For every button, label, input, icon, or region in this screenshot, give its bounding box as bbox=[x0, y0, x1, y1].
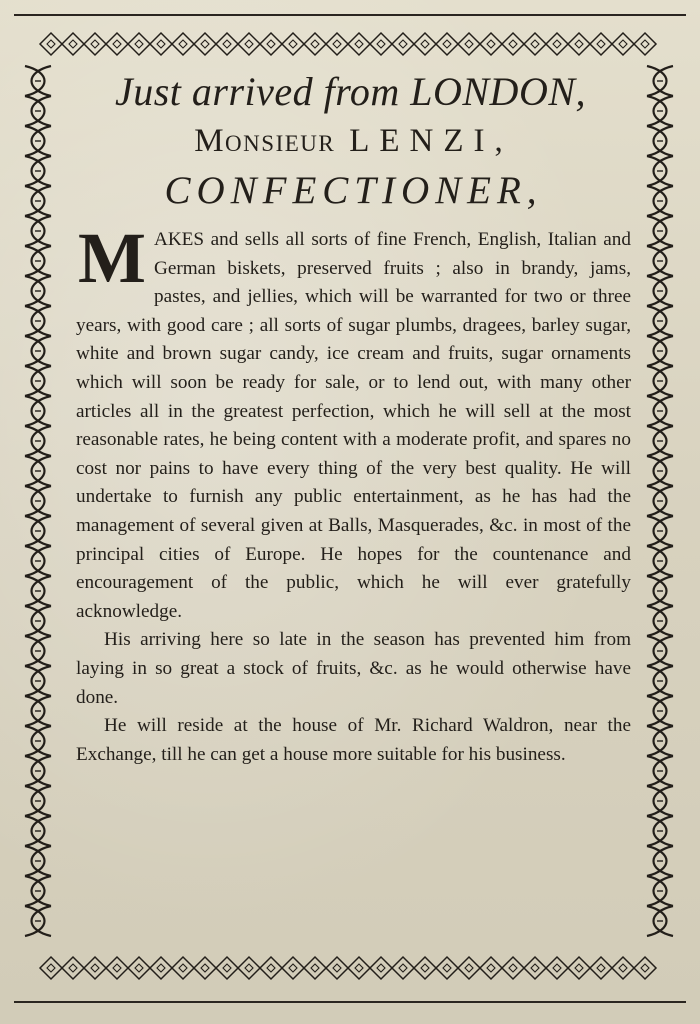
border-ornament-piece bbox=[647, 336, 667, 366]
border-ornament-piece bbox=[32, 126, 52, 156]
border-ornament-piece bbox=[25, 576, 45, 606]
border-ornament-piece bbox=[25, 366, 45, 396]
border-ornament-piece bbox=[553, 964, 561, 972]
border-ornament-piece bbox=[612, 957, 634, 979]
border-ornament-piece bbox=[647, 786, 667, 816]
border-ornament-piece bbox=[113, 964, 121, 972]
border-ornament-piece bbox=[69, 40, 77, 48]
border-ornament-piece bbox=[377, 964, 385, 972]
border-ornament-piece bbox=[32, 486, 52, 516]
border-ornament-piece bbox=[32, 186, 52, 216]
border-ornament-piece bbox=[106, 33, 128, 55]
border-ornament-piece bbox=[647, 366, 667, 396]
paragraph-1-text: AKES and sells all sorts of fine French, English, Italian and German biskets, preserved fruits ; also in brandy, jams, pastes, and jellies, which will be warranted for two or three years, with good care ; all sorts of sugar plumbs, dragees, barley sugar, white and brown sugar candy, ice cream and fruits, sugar ornaments which will soon be ready for sale, or to lend out, with many other articles all in the greatest perfection, which he will sell at the most reasonable rates, he being content with a moderate profit, and spares no cost nor pains to have every thing of the very best quality. He will undertake to furnish any public entertainment, as he has had the management of several given at Balls, Masquerades, &c. in most of the principal cities of Europe. He hopes for the countenance and encouragement of the public, which he will ever gratefully acknowledge. bbox=[76, 229, 631, 622]
border-ornament-piece bbox=[32, 816, 52, 846]
border-ornament-piece bbox=[654, 756, 674, 786]
border-ornament-piece bbox=[392, 957, 414, 979]
border-ornament-piece bbox=[355, 964, 363, 972]
border-ornament-piece bbox=[157, 40, 165, 48]
border-ornament-piece bbox=[25, 906, 45, 936]
border-ornament-piece bbox=[260, 957, 282, 979]
border-ornament-piece bbox=[509, 964, 517, 972]
border-ornament-piece bbox=[333, 40, 341, 48]
border-ornament-piece bbox=[135, 964, 143, 972]
border-ornament-piece bbox=[223, 40, 231, 48]
border-ornament-piece bbox=[223, 964, 231, 972]
border-ornament-piece bbox=[531, 964, 539, 972]
border-left-ornament bbox=[25, 66, 51, 936]
border-ornament-piece bbox=[348, 33, 370, 55]
border-ornament-piece bbox=[546, 957, 568, 979]
border-ornament-piece bbox=[647, 756, 667, 786]
border-ornament-piece bbox=[647, 456, 667, 486]
border-ornament-piece bbox=[32, 396, 52, 426]
border-ornament-piece bbox=[654, 246, 674, 276]
border-ornament-piece bbox=[647, 276, 667, 306]
border-ornament-piece bbox=[32, 336, 52, 366]
border-ornament-piece bbox=[590, 33, 612, 55]
drop-cap: M bbox=[78, 218, 146, 298]
border-ornament-piece bbox=[355, 40, 363, 48]
border-ornament-piece bbox=[654, 696, 674, 726]
border-ornament-piece bbox=[647, 816, 667, 846]
border-ornament-piece bbox=[32, 906, 52, 936]
border-ornament-piece bbox=[641, 40, 649, 48]
border-ornament-piece bbox=[282, 957, 304, 979]
border-ornament-piece bbox=[267, 964, 275, 972]
border-ornament-piece bbox=[654, 306, 674, 336]
border-ornament-piece bbox=[575, 964, 583, 972]
border-ornament-piece bbox=[84, 957, 106, 979]
border-ornament-piece bbox=[32, 516, 52, 546]
border-ornament-piece bbox=[304, 957, 326, 979]
border-ornament-piece bbox=[32, 756, 52, 786]
border-ornament-piece bbox=[654, 336, 674, 366]
border-ornament-piece bbox=[502, 957, 524, 979]
border-ornament-piece bbox=[32, 636, 52, 666]
border-ornament-piece bbox=[509, 40, 517, 48]
border-ornament-piece bbox=[150, 33, 172, 55]
border-ornament-piece bbox=[25, 426, 45, 456]
border-ornament-piece bbox=[238, 33, 260, 55]
border-ornament-piece bbox=[575, 40, 583, 48]
border-ornament-piece bbox=[502, 33, 524, 55]
border-ornament-piece bbox=[647, 906, 667, 936]
border-ornament-piece bbox=[25, 756, 45, 786]
border-ornament-piece bbox=[201, 40, 209, 48]
border-ornament-piece bbox=[267, 40, 275, 48]
border-ornament-piece bbox=[443, 40, 451, 48]
border-ornament-piece bbox=[40, 33, 62, 55]
border-ornament-piece bbox=[25, 816, 45, 846]
border-ornament-piece bbox=[654, 426, 674, 456]
border-ornament-piece bbox=[647, 96, 667, 126]
advertisement bbox=[76, 68, 631, 769]
border-ornament-piece bbox=[260, 33, 282, 55]
border-ornament-piece bbox=[238, 957, 260, 979]
border-ornament-piece bbox=[25, 726, 45, 756]
headline-name bbox=[76, 118, 631, 164]
border-ornament-piece bbox=[326, 957, 348, 979]
border-ornament-piece bbox=[25, 786, 45, 816]
border-ornament-piece bbox=[414, 957, 436, 979]
border-ornament-piece bbox=[654, 366, 674, 396]
border-ornament-piece bbox=[458, 957, 480, 979]
border-ornament-piece bbox=[245, 40, 253, 48]
border-ornament-piece bbox=[32, 876, 52, 906]
border-ornament-piece bbox=[194, 957, 216, 979]
border-ornament-piece bbox=[69, 964, 77, 972]
border-ornament-piece bbox=[647, 636, 667, 666]
border-ornament-piece bbox=[32, 216, 52, 246]
border-ornament-piece bbox=[25, 336, 45, 366]
border-ornament-piece bbox=[465, 964, 473, 972]
border-ornament-piece bbox=[399, 964, 407, 972]
headline-trade: CONFECTIONER, bbox=[164, 169, 543, 212]
border-ornament-piece bbox=[311, 40, 319, 48]
border-ornament-piece bbox=[25, 486, 45, 516]
border-ornament-piece bbox=[25, 216, 45, 246]
border-ornament-piece bbox=[443, 964, 451, 972]
border-ornament-piece bbox=[25, 156, 45, 186]
border-ornament-piece bbox=[32, 786, 52, 816]
border-ornament-piece bbox=[32, 846, 52, 876]
border-ornament-piece bbox=[647, 666, 667, 696]
border-ornament-piece bbox=[91, 40, 99, 48]
border-ornament-piece bbox=[32, 366, 52, 396]
border-ornament-piece bbox=[553, 40, 561, 48]
border-ornament-piece bbox=[647, 156, 667, 186]
border-ornament-piece bbox=[194, 33, 216, 55]
border-ornament-piece bbox=[25, 636, 45, 666]
border-ornament-piece bbox=[25, 306, 45, 336]
border-ornament-piece bbox=[25, 396, 45, 426]
border-ornament-piece bbox=[465, 40, 473, 48]
border-ornament-piece bbox=[370, 957, 392, 979]
border-ornament-piece bbox=[654, 666, 674, 696]
border-ornament-piece bbox=[647, 426, 667, 456]
border-ornament-piece bbox=[172, 33, 194, 55]
border-ornament-piece bbox=[546, 33, 568, 55]
border-ornament-piece bbox=[32, 276, 52, 306]
border-ornament-piece bbox=[40, 957, 62, 979]
border-top-ornament bbox=[40, 33, 656, 55]
border-ornament-piece bbox=[654, 96, 674, 126]
border-ornament-piece bbox=[654, 906, 674, 936]
border-ornament-piece bbox=[654, 816, 674, 846]
border-ornament-piece bbox=[25, 246, 45, 276]
border-ornament-piece bbox=[487, 964, 495, 972]
border-ornament-piece bbox=[179, 40, 187, 48]
border-ornament-piece bbox=[128, 33, 150, 55]
border-ornament-piece bbox=[25, 876, 45, 906]
border-ornament-piece bbox=[568, 33, 590, 55]
border-ornament-piece bbox=[25, 666, 45, 696]
border-ornament-piece bbox=[25, 846, 45, 876]
border-ornament-piece bbox=[25, 516, 45, 546]
border-ornament-piece bbox=[654, 396, 674, 426]
border-ornament-piece bbox=[84, 33, 106, 55]
border-ornament-piece bbox=[597, 40, 605, 48]
paragraph-2: His arriving here so late in the season has prevented him from laying in so great a stock of fruits, &c. as he would otherwise have done. bbox=[76, 629, 631, 708]
border-ornament-piece bbox=[647, 486, 667, 516]
border-ornament-piece bbox=[32, 426, 52, 456]
headline-arrival: Just arrived from LONDON, bbox=[114, 69, 587, 114]
border-ornament-piece bbox=[32, 246, 52, 276]
border-ornament-piece bbox=[370, 33, 392, 55]
border-ornament-piece bbox=[399, 40, 407, 48]
border-ornament-piece bbox=[32, 456, 52, 486]
border-ornament-piece bbox=[612, 33, 634, 55]
border-ornament-piece bbox=[647, 306, 667, 336]
border-ornament-piece bbox=[348, 957, 370, 979]
border-ornament-piece bbox=[654, 456, 674, 486]
border-ornament-piece bbox=[647, 246, 667, 276]
border-ornament-piece bbox=[480, 957, 502, 979]
border-ornament-piece bbox=[25, 546, 45, 576]
border-ornament-piece bbox=[654, 726, 674, 756]
border-bottom-ornament bbox=[40, 957, 656, 979]
border-ornament-piece bbox=[172, 957, 194, 979]
border-ornament-piece bbox=[654, 786, 674, 816]
border-ornament-piece bbox=[377, 40, 385, 48]
border-ornament-piece bbox=[25, 456, 45, 486]
border-ornament-piece bbox=[421, 964, 429, 972]
border-ornament-piece bbox=[62, 33, 84, 55]
border-ornament-piece bbox=[32, 606, 52, 636]
border-ornament-piece bbox=[25, 606, 45, 636]
border-ornament-piece bbox=[654, 876, 674, 906]
advertisement-body bbox=[76, 218, 631, 769]
border-ornament-piece bbox=[157, 964, 165, 972]
border-ornament-piece bbox=[647, 66, 667, 96]
border-ornament-piece bbox=[326, 33, 348, 55]
border-ornament-piece bbox=[106, 957, 128, 979]
border-ornament-piece bbox=[25, 186, 45, 216]
border-ornament-piece bbox=[32, 726, 52, 756]
border-ornament-piece bbox=[634, 33, 656, 55]
paragraph-1 bbox=[76, 218, 631, 626]
border-ornament-piece bbox=[201, 964, 209, 972]
border-ornament-piece bbox=[647, 516, 667, 546]
border-ornament-piece bbox=[524, 33, 546, 55]
border-ornament-piece bbox=[62, 957, 84, 979]
border-ornament-piece bbox=[32, 156, 52, 186]
border-ornament-piece bbox=[179, 964, 187, 972]
border-ornament-piece bbox=[524, 957, 546, 979]
border-ornament-piece bbox=[654, 276, 674, 306]
border-ornament-piece bbox=[487, 40, 495, 48]
border-ornament-piece bbox=[150, 957, 172, 979]
border-ornament-piece bbox=[654, 156, 674, 186]
border-ornament-piece bbox=[647, 396, 667, 426]
border-ornament-piece bbox=[641, 964, 649, 972]
border-ornament-piece bbox=[392, 33, 414, 55]
border-ornament-piece bbox=[25, 66, 45, 96]
border-ornament-piece bbox=[647, 846, 667, 876]
border-ornament-piece bbox=[654, 516, 674, 546]
border-ornament-piece bbox=[647, 126, 667, 156]
border-ornament-piece bbox=[480, 33, 502, 55]
border-ornament-piece bbox=[32, 696, 52, 726]
border-ornament-piece bbox=[135, 40, 143, 48]
border-ornament-piece bbox=[619, 964, 627, 972]
border-ornament-piece bbox=[32, 66, 52, 96]
border-ornament-piece bbox=[32, 96, 52, 126]
border-ornament-piece bbox=[590, 957, 612, 979]
border-ornament-piece bbox=[25, 96, 45, 126]
border-ornament-piece bbox=[647, 576, 667, 606]
border-ornament-piece bbox=[647, 216, 667, 246]
border-ornament-piece bbox=[568, 957, 590, 979]
border-ornament-piece bbox=[654, 216, 674, 246]
border-ornament-piece bbox=[421, 40, 429, 48]
border-ornament-piece bbox=[436, 33, 458, 55]
border-ornament-piece bbox=[619, 40, 627, 48]
border-ornament-piece bbox=[289, 40, 297, 48]
headline-prefix: Monsieur bbox=[194, 123, 336, 159]
border-ornament-piece bbox=[289, 964, 297, 972]
border-ornament-piece bbox=[647, 696, 667, 726]
border-ornament-piece bbox=[32, 666, 52, 696]
border-ornament-piece bbox=[654, 606, 674, 636]
border-ornament-piece bbox=[32, 306, 52, 336]
border-ornament-piece bbox=[91, 964, 99, 972]
border-ornament-piece bbox=[458, 33, 480, 55]
border-ornament-piece bbox=[32, 576, 52, 606]
headline-surname: LENZI, bbox=[349, 123, 513, 159]
border-ornament-piece bbox=[414, 33, 436, 55]
border-ornament-piece bbox=[304, 33, 326, 55]
border-ornament-piece bbox=[25, 126, 45, 156]
border-ornament-piece bbox=[32, 546, 52, 576]
border-ornament-piece bbox=[531, 40, 539, 48]
border-ornament-piece bbox=[654, 66, 674, 96]
border-ornament-piece bbox=[333, 964, 341, 972]
border-ornament-piece bbox=[654, 186, 674, 216]
border-ornament-piece bbox=[311, 964, 319, 972]
border-ornament-piece bbox=[216, 33, 238, 55]
border-ornament-piece bbox=[654, 486, 674, 516]
border-ornament-piece bbox=[654, 126, 674, 156]
border-ornament-piece bbox=[647, 726, 667, 756]
border-ornament-piece bbox=[647, 546, 667, 576]
border-ornament-piece bbox=[47, 40, 55, 48]
border-ornament-piece bbox=[647, 606, 667, 636]
border-ornament-piece bbox=[113, 40, 121, 48]
border-ornament-piece bbox=[654, 846, 674, 876]
border-ornament-piece bbox=[654, 576, 674, 606]
border-ornament-piece bbox=[25, 276, 45, 306]
border-ornament-piece bbox=[647, 876, 667, 906]
border-ornament-piece bbox=[128, 957, 150, 979]
border-ornament-piece bbox=[634, 957, 656, 979]
border-right-ornament bbox=[647, 66, 673, 936]
border-ornament-piece bbox=[245, 964, 253, 972]
border-ornament-piece bbox=[436, 957, 458, 979]
paragraph-3: He will reside at the house of Mr. Richard Waldron, near the Exchange, till he can get a house more suitable for his business. bbox=[76, 715, 631, 765]
border-ornament-piece bbox=[654, 546, 674, 576]
border-ornament-piece bbox=[647, 186, 667, 216]
border-ornament-piece bbox=[597, 964, 605, 972]
border-ornament-piece bbox=[282, 33, 304, 55]
border-ornament-piece bbox=[47, 964, 55, 972]
border-ornament-piece bbox=[25, 696, 45, 726]
border-ornament-piece bbox=[216, 957, 238, 979]
border-ornament-piece bbox=[654, 636, 674, 666]
